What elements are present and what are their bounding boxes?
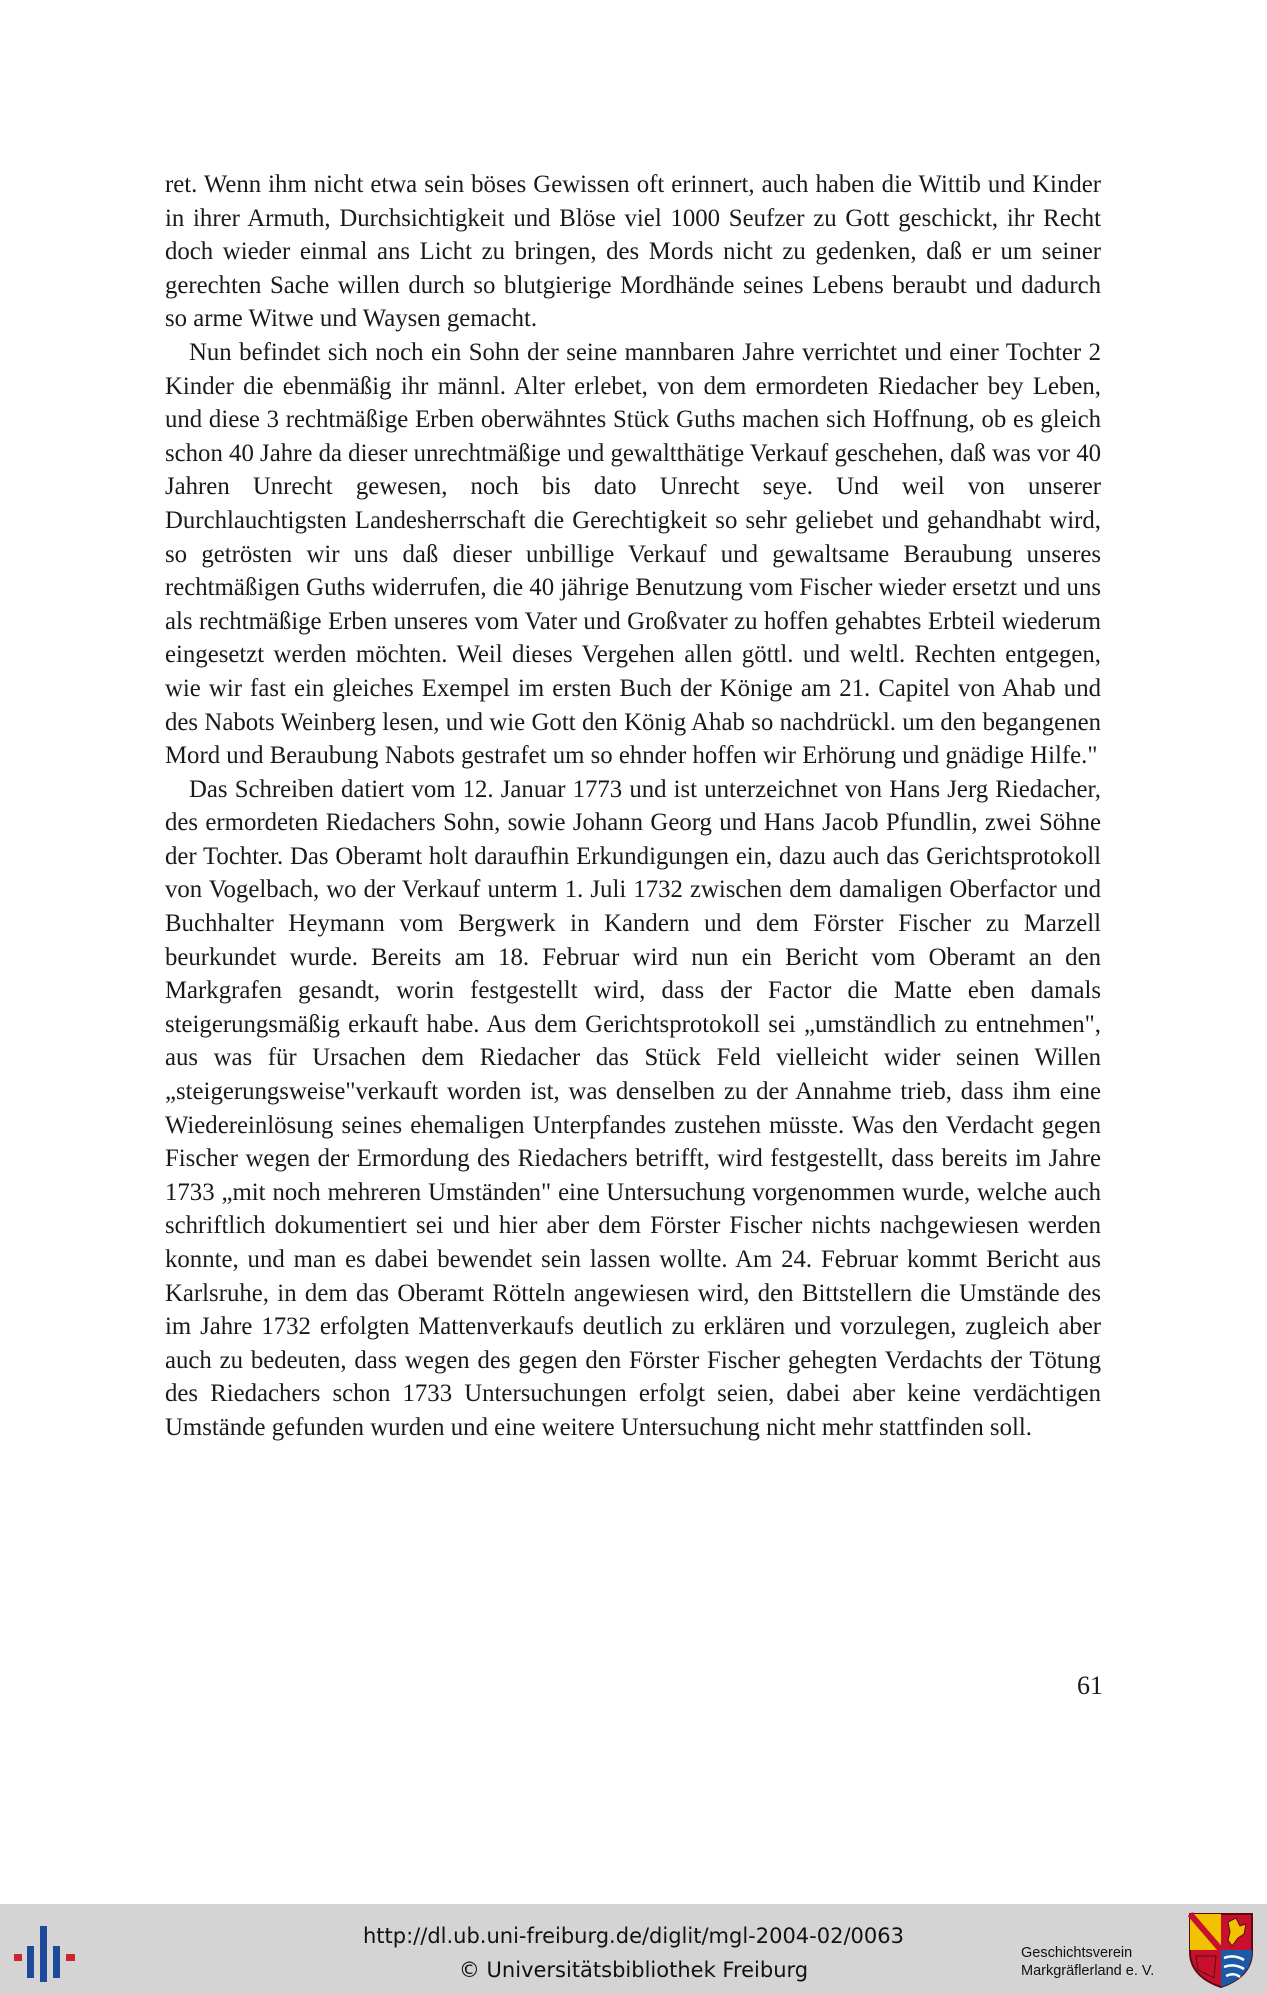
- source-url-link[interactable]: http://dl.ub.uni-freiburg.de/diglit/mgl-2004-02/0063: [362, 1924, 904, 1948]
- paragraph-2: Nun befindet sich noch ein Sohn der seine mannbaren Jahre verrichtet und einer Tochter 2 Kinder die ebenmäßig ihr männl. Alter erlebet, von dem ermordeten Riedacher bey Leben, und diese 3 rechtmäßige Erben oberwähntes Stück Guths machen sich Hoffnung, ob es gleich schon 40 Jahre da dieser unrechtmäßige und gewaltthätige Verkauf geschehen, daß was vor 40 Jahren Unrecht gewesen, noch bis dato Unrecht seye. Und weil von unserer Durchlauchtigsten Landesherrschaft die Gerechtigkeit so sehr geliebet und gehandhabt wird, so getrösten wir uns daß dieser unbillige Verkauf und gewaltsame Beraubung unseres rechtmäßigen Guths widerrufen, die 40 jährige Benutzung vom Fischer wieder ersetzt und uns als rechtmäßige Erben unseres vom Vater und Großvater zu hoffen gehabtes Erbteil wiederum eingesetzt werden möchten. Weil dieses Vergehen allen göttl. und weltl. Rechten entgegen, wie wir fast ein gleiches Exempel im ersten Buch der Könige am 21. Capitel von Ahab und des Nabots Weinberg lesen, und wie Gott den König Ahab so nachdrückl. um den begangenen Mord und Beraubung Nabots gestrafet um so ehnder hoffen wir Erhörung und gnädige Hilfe.": [165, 338, 1101, 770]
- society-name: [1021, 1944, 1154, 1980]
- paragraph-1: ret. Wenn ihm nicht etwa sein böses Gewissen oft erinnert, auch haben die Wittib und Kinder in ihrer Armuth, Durchsichtigkeit und Blöse viel 1000 Seufzer zu Gott geschickt, ihr Recht doch wieder einmal ans Licht zu bringen, des Mords nicht zu gedenken, daß er um seiner gerechten Sache willen durch so blutgierige Mordhände seines Lebens beraubt und dadurch so arme Witwe und Waysen gemacht.: [165, 171, 1101, 333]
- markgraeflerland-crest-icon: [1188, 1912, 1254, 1988]
- society-name-line-2: Markgräflerland e. V.: [1021, 1963, 1155, 1979]
- society-name-line-1: Geschichtsverein: [1021, 1945, 1133, 1961]
- footer-bar: [0, 1904, 1267, 1994]
- body-text: [165, 168, 1101, 1445]
- paragraph-3: Das Schreiben datiert vom 12. Januar 1773 und ist unterzeichnet von Hans Jerg Riedacher, des ermordeten Riedachers Sohn, sowie Johann Georg und Hans Jacob Pfundlin, zwei Söhne der Tochter. Das Oberamt holt daraufhin Erkundigungen ein, dazu auch das Gerichtsprotokoll von Vogelbach, wo der Verkauf unterm 1. Juli 1732 zwischen dem damaligen Oberfactor und Buchhalter Heymann vom Bergwerk in Kandern und dem Förster Fischer zu Marzell beurkundet wurde. Bereits am 18. Februar wird nun ein Bericht vom Oberamt an den Markgrafen gesandt, worin festgestellt wird, dass der Factor die Matte eben damals steigerungsmäßig erkauft habe. Aus dem Gerichtsprotokoll sei „umständlich zu entnehmen", aus was für Ursachen dem Riedacher das Stück Feld vielleicht wider seinen Willen „steigerungsweise"verkauft worden ist, was denselben zu der Annahme trieb, dass ihm eine Wiedereinlösung seines ehemaligen Unterpfandes zustehen müsste. Was den Verdacht gegen Fischer wegen der Ermordung des Riedachers betrifft, wird festgestellt, dass bereits im Jahre 1733 „mit noch mehreren Umständen" eine Untersuchung vorgenommen wurde, welche auch schriftlich dokumentiert sei und hier aber dem Förster Fischer nichts nachgewiesen werden konnte, und man es dabei bewendet sein lassen wollte. Am 24. Februar kommt Bericht aus Karlsruhe, in dem das Oberamt Rötteln angewiesen wird, den Bittstellern die Umstände des im Jahre 1732 erfolgten Mattenverkaufs deutlich zu erklären und vorzulegen, zugleich aber auch zu bedeuten, dass wegen des gegen den Förster Fischer gehegten Verdachts der Tötung des Riedachers schon 1733 Untersuchungen erfolgt seien, dabei aber keine verdächtigen Umstände gefunden wurden und eine weitere Untersuchung nicht mehr stattfinden soll.: [165, 775, 1101, 1441]
- copyright-text: © Universitätsbibliothek Freiburg: [458, 1958, 809, 1982]
- page-number: 61: [1077, 1671, 1103, 1700]
